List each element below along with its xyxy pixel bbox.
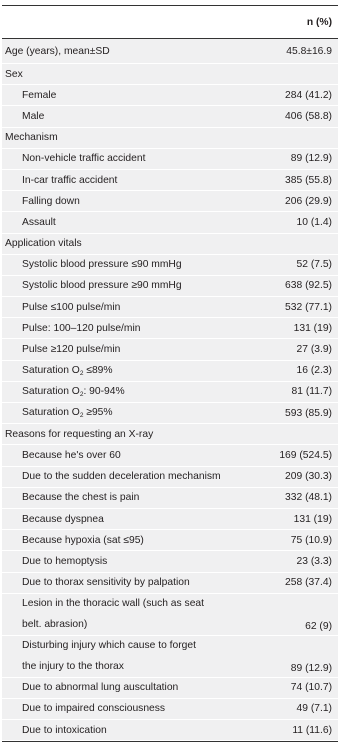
row-value: 16 (2.3) [296,365,332,377]
row-label [22,636,196,677]
table-row [2,573,338,594]
table-row [2,488,338,509]
table-row [2,39,338,64]
table-row [2,361,338,382]
row-label: Because the chest is pain [22,492,140,504]
table-row [2,212,338,233]
row-value: 332 (48.1) [285,492,332,504]
section-header-row [2,234,338,255]
subscript: 2 [79,412,84,420]
table-row [2,382,338,403]
row-label: Because hypoxia (sat ≤95) [22,534,144,546]
table-row [2,445,338,466]
table-row [2,530,338,551]
table-row [2,255,338,276]
section-header-row [2,424,338,445]
subscript: 2 [79,369,84,377]
section-header-row [2,64,338,85]
section-label: Application vitals [5,238,82,250]
row-value: 81 (11.7) [291,386,332,398]
row-label: Age (years), mean±SD [5,45,110,57]
row-value: 52 (7.5) [296,259,332,271]
row-value: 10 (1.4) [296,216,332,228]
table-row [2,636,338,678]
row-label: Due to the sudden deceleration mechanism [22,471,221,483]
row-value: 74 (10.7) [290,682,332,694]
row-value: 258 (37.4) [285,577,332,589]
row-label: Because dyspnea [22,513,104,525]
row-value: 131 (19) [293,322,332,334]
table-row [2,318,338,339]
row-value: 89 (12.9) [290,662,332,674]
table-row [2,403,338,424]
row-label: Pulse ≥120 pulse/min [22,344,121,356]
table-row [2,85,338,106]
row-value: 638 (92.5) [285,280,332,292]
column-header-n-percent: n (%) [306,16,332,28]
row-value: 206 (29.9) [285,195,332,207]
table-row [2,170,338,191]
row-label: Due to hemoptysis [22,555,108,567]
label-text: ≤89% [83,364,113,376]
row-label: Assault [22,216,56,228]
table-row [2,297,338,318]
row-value: 75 (10.9) [290,534,332,546]
row-label: Due to impaired consciousness [22,703,166,715]
section-label: Reasons for requesting an X-ray [5,428,154,440]
table-row [2,551,338,572]
row-value: 45.8±16.9 [286,45,332,57]
row-label: In-car traffic accident [22,174,118,186]
label-text: Saturation O [22,364,80,376]
section-label: Mechanism [5,132,58,144]
row-value: 209 (30.3) [285,471,332,483]
row-label: Non-vehicle traffic accident [22,153,146,165]
row-label: Male [22,110,45,122]
row-value: 385 (55.8) [285,174,332,186]
row-label-line: belt. abrasion) [22,618,88,630]
row-label: Due to thorax sensitivity by palpation [22,577,190,589]
row-label-line: the injury to the thorax [22,660,124,672]
table-row [2,699,338,720]
table-row [2,339,338,360]
row-label [22,594,204,635]
row-label: Pulse: 100–120 pulse/min [22,322,141,334]
label-text: Saturation O [22,385,80,397]
row-value: 406 (58.8) [285,110,332,122]
table-row [2,720,338,741]
label-text: ≥95% [83,407,113,419]
row-value: 593 (85.9) [285,407,332,419]
row-label: Pulse ≤100 pulse/min [22,301,121,313]
row-value: 27 (3.9) [296,344,332,356]
label-text: : 90-94% [83,385,125,397]
row-value: 131 (19) [293,513,332,525]
table-row [2,276,338,297]
row-label [22,407,113,419]
row-label: Because he's over 60 [22,449,121,461]
patient-characteristics-table [2,5,338,742]
table-row [2,149,338,170]
row-label-line: Disturbing injury which cause to forget [22,640,196,652]
row-value: 11 (11.6) [292,724,332,736]
row-label [22,365,113,377]
row-label: Due to intoxication [22,724,107,736]
subscript: 2 [79,390,84,398]
row-value: 169 (524.5) [279,449,332,461]
table-row [2,678,338,699]
row-label: Systolic blood pressure ≤90 mmHg [22,259,182,271]
table-row [2,594,338,636]
row-label-line: Lesion in the thoracic wall (such as seat [22,598,205,610]
row-label: Female [22,89,57,101]
row-value: 23 (3.3) [296,555,332,567]
row-label: Systolic blood pressure ≥90 mmHg [22,280,182,292]
section-label: Sex [5,68,23,80]
table-row [2,106,338,127]
table-header [2,6,338,39]
row-value: 89 (12.9) [290,153,332,165]
table-row [2,467,338,488]
row-value: 49 (7.1) [296,703,332,715]
table-row [2,509,338,530]
row-label [22,386,125,398]
row-value: 532 (77.1) [285,301,332,313]
table-row [2,191,338,212]
row-label: Falling down [22,195,80,207]
row-label: Due to abnormal lung auscultation [22,682,179,694]
section-header-row [2,128,338,149]
row-value: 284 (41.2) [285,89,332,101]
label-text: Saturation O [22,407,80,419]
row-value: 62 (9) [305,620,332,632]
